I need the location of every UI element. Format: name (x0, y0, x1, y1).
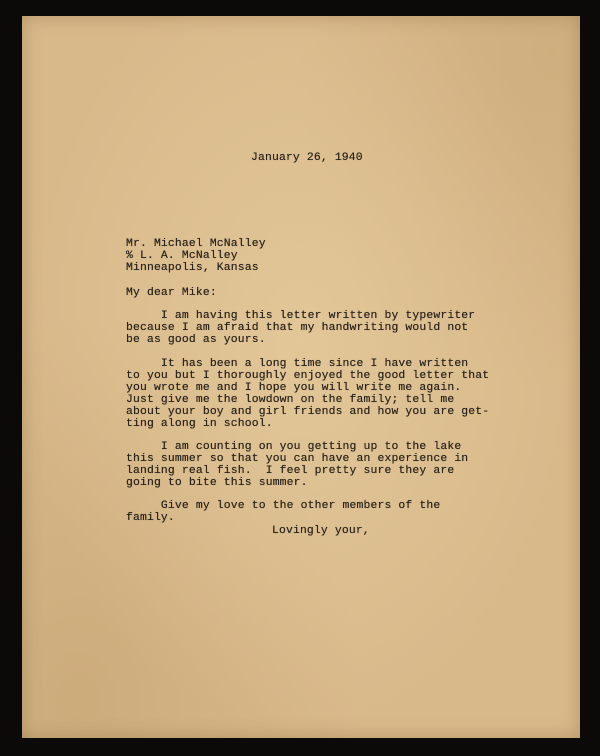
address-line-name: Mr. Michael McNalley (126, 238, 266, 250)
paragraph-3-line-2: this summer so that you can have an experience in (126, 453, 469, 465)
paragraph-2-line-1: It has been a long time since I have written (126, 358, 469, 370)
address-line-city: Minneapolis, Kansas (126, 262, 259, 274)
paragraph-2-line-6: ting along in school. (126, 418, 273, 430)
paragraph-2-line-2: to you but I thoroughly enjoyed the good letter that (126, 370, 490, 382)
paragraph-1-line-3: be as good as yours. (126, 334, 266, 346)
paragraph-4-line-2: family. (126, 512, 175, 524)
paragraph-3-line-4: going to bite this summer. (126, 477, 308, 489)
paragraph-4-line-1: Give my love to the other members of the (126, 500, 441, 512)
closing: Lovingly your, (272, 525, 370, 537)
paragraph-2-line-5: about your boy and girl friends and how you are get- (126, 406, 490, 418)
paragraph-1-line-1: I am having this letter written by typewriter (126, 310, 476, 322)
letter-page (22, 16, 580, 738)
address-line-care-of: % L. A. McNalley (126, 250, 238, 262)
salutation: My dear Mike: (126, 287, 217, 299)
paragraph-3-line-1: I am counting on you getting up to the lake (126, 441, 462, 453)
letter-date: January 26, 1940 (251, 152, 363, 164)
paragraph-2-line-4: Just give me the lowdown on the family; tell me (126, 394, 455, 406)
paragraph-2-line-3: you wrote me and I hope you will write me again. (126, 382, 462, 394)
paragraph-1-line-2: because I am afraid that my handwriting would not (126, 322, 469, 334)
paragraph-3-line-3: landing real fish. I feel pretty sure they are (126, 465, 455, 477)
